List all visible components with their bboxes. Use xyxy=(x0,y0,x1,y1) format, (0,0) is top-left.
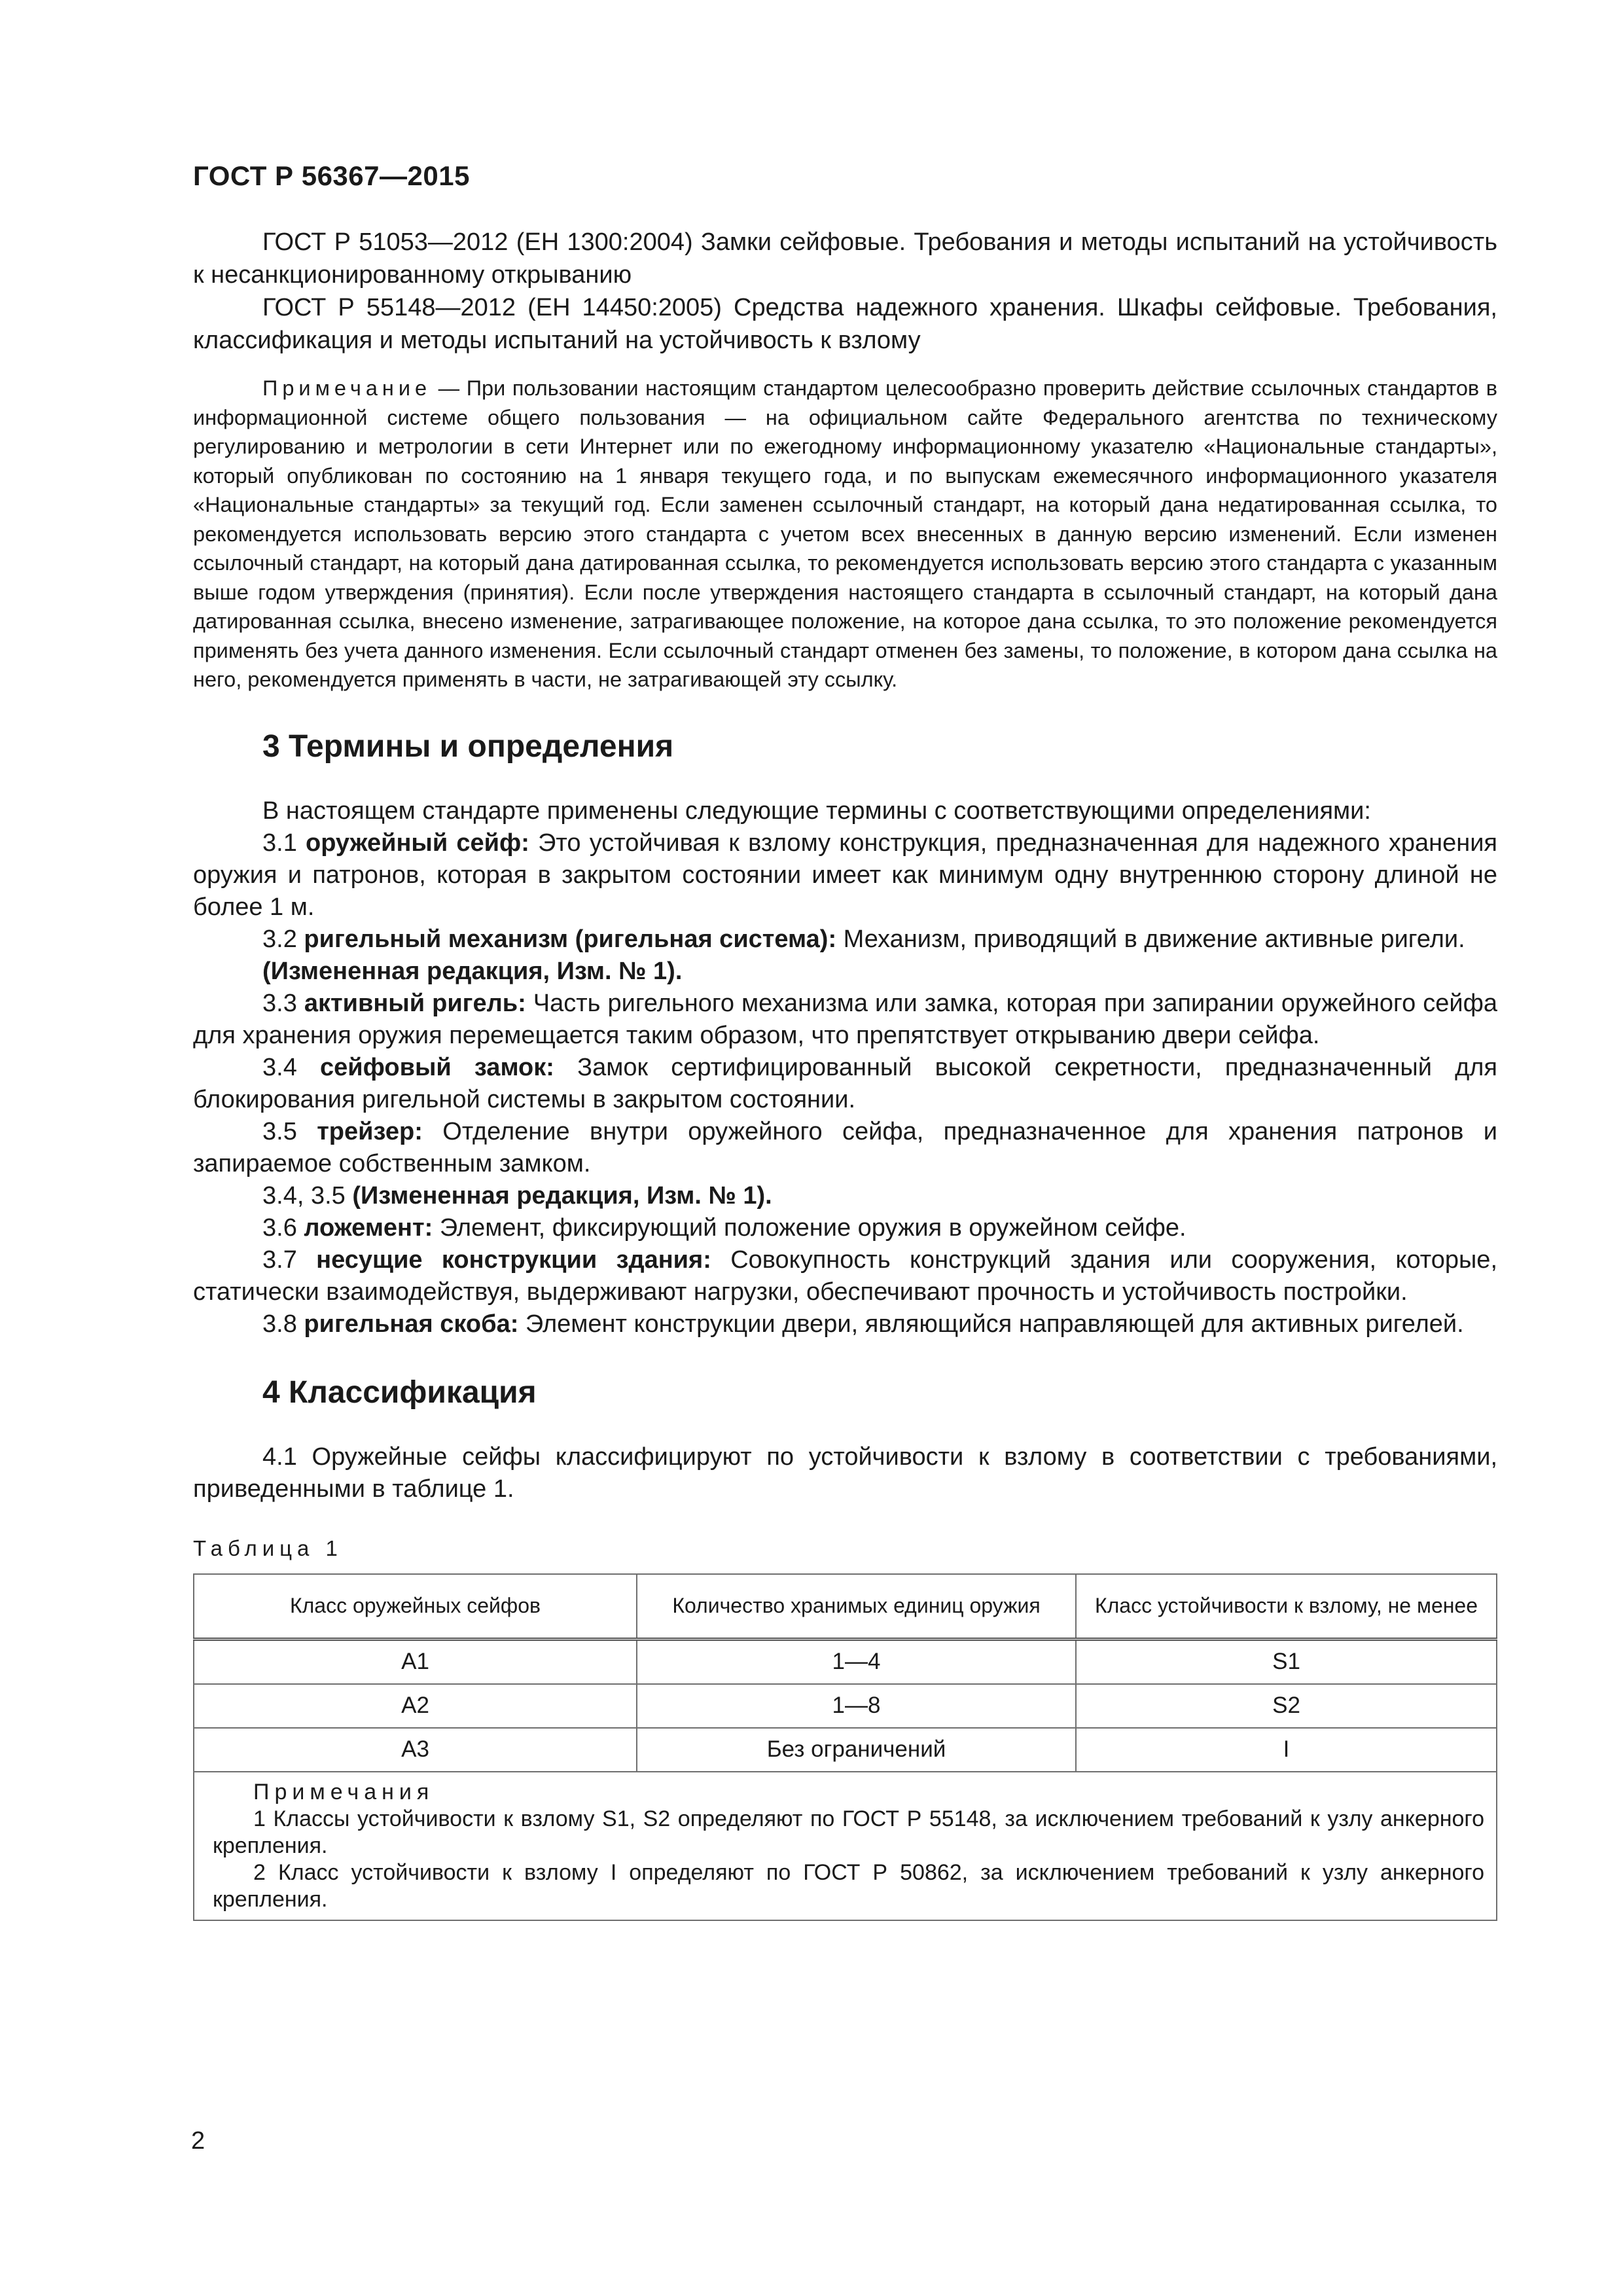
table-cell: S1 xyxy=(1076,1639,1497,1684)
term-name: ригельная скоба: xyxy=(304,1310,519,1338)
table-cell: 1—8 xyxy=(637,1684,1076,1728)
term-3-1 xyxy=(193,827,1497,924)
term-3-7 xyxy=(193,1244,1497,1308)
term-3-8 xyxy=(193,1308,1497,1340)
note-label: Примечание xyxy=(262,376,432,400)
table-notes-row xyxy=(194,1772,1497,1920)
column-header-weapon-count: Количество хранимых единиц оружия xyxy=(637,1574,1076,1640)
section-3-intro: В настоящем стандарте применены следующие термины с соответствующими определениями: xyxy=(262,797,1371,825)
table-caption: Таблица 1 xyxy=(193,1535,343,1560)
term-3-4 xyxy=(193,1052,1497,1116)
term-number: 3.5 xyxy=(262,1117,317,1145)
term-definition: Часть ригельного механизма или замка, которая при запирании оружейного сейфа для хранения оружия перемещается таким образом, что препятствует открыванию двери сейфа. xyxy=(193,989,1497,1049)
reference-gost-55148: ГОСТ Р 55148—2012 (ЕН 14450:2005) Средства надежного хранения. Шкафы сейфовые. Требования, классификация и методы испытаний на устойчивость к взлому xyxy=(193,294,1497,354)
reference-gost-51053: ГОСТ Р 51053—2012 (ЕН 1300:2004) Замки сейфовые. Требования и методы испытаний на устойчивость к несанкционированному открыванию xyxy=(193,228,1497,289)
term-name: трейзер: xyxy=(317,1117,423,1145)
term-number: 3.7 xyxy=(262,1246,317,1274)
table-cell: S2 xyxy=(1076,1684,1497,1728)
section-4-heading: 4 Классификация xyxy=(262,1374,537,1410)
table-note-2: 2 Класс устойчивости к взлому I определяют по ГОСТ Р 50862, за исключением требований к узлу анкерного крепления. xyxy=(213,1859,1484,1912)
term-number: 3.6 xyxy=(262,1213,304,1242)
table-notes-title: Примечания xyxy=(253,1779,435,1804)
term-number: 3.4 xyxy=(262,1053,320,1081)
page-number: 2 xyxy=(191,2127,205,2155)
amendment-note-2 xyxy=(193,1180,1497,1212)
amendment-items: 3.4, 3.5 xyxy=(262,1181,353,1210)
page-content xyxy=(193,226,1497,1921)
table-cell: I xyxy=(1076,1728,1497,1772)
table-cell: А2 xyxy=(194,1684,637,1728)
classification-table xyxy=(193,1573,1497,1921)
term-number: 3.8 xyxy=(262,1310,304,1338)
note-text: — При пользовании настоящим стандартом целесообразно проверить действие ссылочных стандартов в информационной системе общего пользования — на официальном сайте Федерального агентства по техническому регулированию и метрологии в сети Интернет или по ежегодному информационному указателю «Национальные стандарты», который опубликован по состоянию на 1 января текущего года, и по выпускам ежемесячного информационного указателя «Национальные стандарты» за текущий год. Если заменен ссылочный стандарт, на который дана недатированная ссылка, то рекомендуется использовать версию этого стандарта с учетом всех внесенных в данную версию изменений. Если изменен ссылочный стандарт, на который дана датированная ссылка, то рекомендуется использовать версию этого стандарта с указанным выше годом утверждения (принятия). Если после утверждения настоящего стандарта в ссылочный стандарт, на который дана датированная ссылка, внесено изменение, затрагивающее положение, на которое дана ссылка, то это положение рекомендуется применять без учета данного изменения. Если ссылочный стандарт отменен без замены, то положение, в котором дана ссылка на него, рекомендуется применять в части, не затрагивающей эту ссылку. xyxy=(193,376,1497,691)
standards-note xyxy=(193,374,1497,694)
term-3-2 xyxy=(193,924,1497,956)
section-3-heading: 3 Термины и определения xyxy=(262,728,674,764)
term-number: 3.2 xyxy=(262,925,304,953)
table-row xyxy=(194,1684,1497,1728)
table-row xyxy=(194,1728,1497,1772)
term-definition: Элемент конструкции двери, являющийся направляющей для активных ригелей. xyxy=(518,1310,1464,1338)
term-definition: Замок сертифицированный высокой секретности, предназначенный для блокирования ригельной системы в закрытом состоянии. xyxy=(193,1053,1498,1113)
term-name: несущие конструкции здания: xyxy=(316,1246,711,1274)
term-definition: Отделение внутри оружейного сейфа, предназначенное для хранения патронов и запираемое собственным замком. xyxy=(193,1117,1497,1177)
table-cell: А1 xyxy=(194,1639,637,1684)
term-3-6 xyxy=(193,1212,1497,1244)
amendment-note-1: (Измененная редакция, Изм. № 1). xyxy=(262,957,683,985)
table-row xyxy=(194,1639,1497,1684)
term-name: активный ригель: xyxy=(304,989,526,1017)
term-name: сейфовый замок: xyxy=(320,1053,554,1081)
amendment-label: (Измененная редакция, Изм. № 1). xyxy=(352,1181,772,1210)
term-definition: Элемент, фиксирующий положение оружия в оружейном сейфе. xyxy=(433,1213,1186,1242)
term-definition: Механизм, приводящий в движение активные ригели. xyxy=(836,925,1465,953)
document-header: ГОСТ Р 56367—2015 xyxy=(193,160,470,191)
term-definition: Совокупность конструкций здания или сооружения, которые, статически взаимодействуя, выдерживают нагрузки, обеспечивают прочность и устойчивость постройки. xyxy=(193,1246,1497,1306)
term-3-5 xyxy=(193,1116,1497,1180)
table-notes xyxy=(194,1772,1497,1920)
table-cell: 1—4 xyxy=(637,1639,1076,1684)
term-number: 3.3 xyxy=(262,989,304,1017)
term-name: ригельный механизм (ригельная система): xyxy=(304,925,837,953)
table-cell: А3 xyxy=(194,1728,637,1772)
table-cell: Без ограничений xyxy=(637,1728,1076,1772)
clause-4-1: 4.1 Оружейные сейфы классифицируют по устойчивости к взлому в соответствии с требованиями, приведенными в таблице 1. xyxy=(193,1443,1497,1503)
column-header-resistance-class: Класс устойчивости к взлому, не менее xyxy=(1076,1574,1497,1640)
table-note-1: 1 Классы устойчивости к взлому S1, S2 определяют по ГОСТ Р 55148, за исключением требований к узлу анкерного крепления. xyxy=(213,1806,1484,1858)
term-number: 3.1 xyxy=(262,829,306,857)
table-header-row xyxy=(194,1574,1497,1640)
column-header-safe-class: Класс оружейных сейфов xyxy=(194,1574,637,1640)
term-definition: Это устойчивая к взлому конструкция, предназначенная для надежного хранения оружия и патронов, которая в закрытом состоянии имеет как минимум одну внутреннюю сторону длиной не более 1 м. xyxy=(193,829,1498,921)
term-name: оружейный сейф: xyxy=(306,829,529,857)
term-3-3 xyxy=(193,988,1497,1052)
term-name: ложемент: xyxy=(304,1213,433,1242)
